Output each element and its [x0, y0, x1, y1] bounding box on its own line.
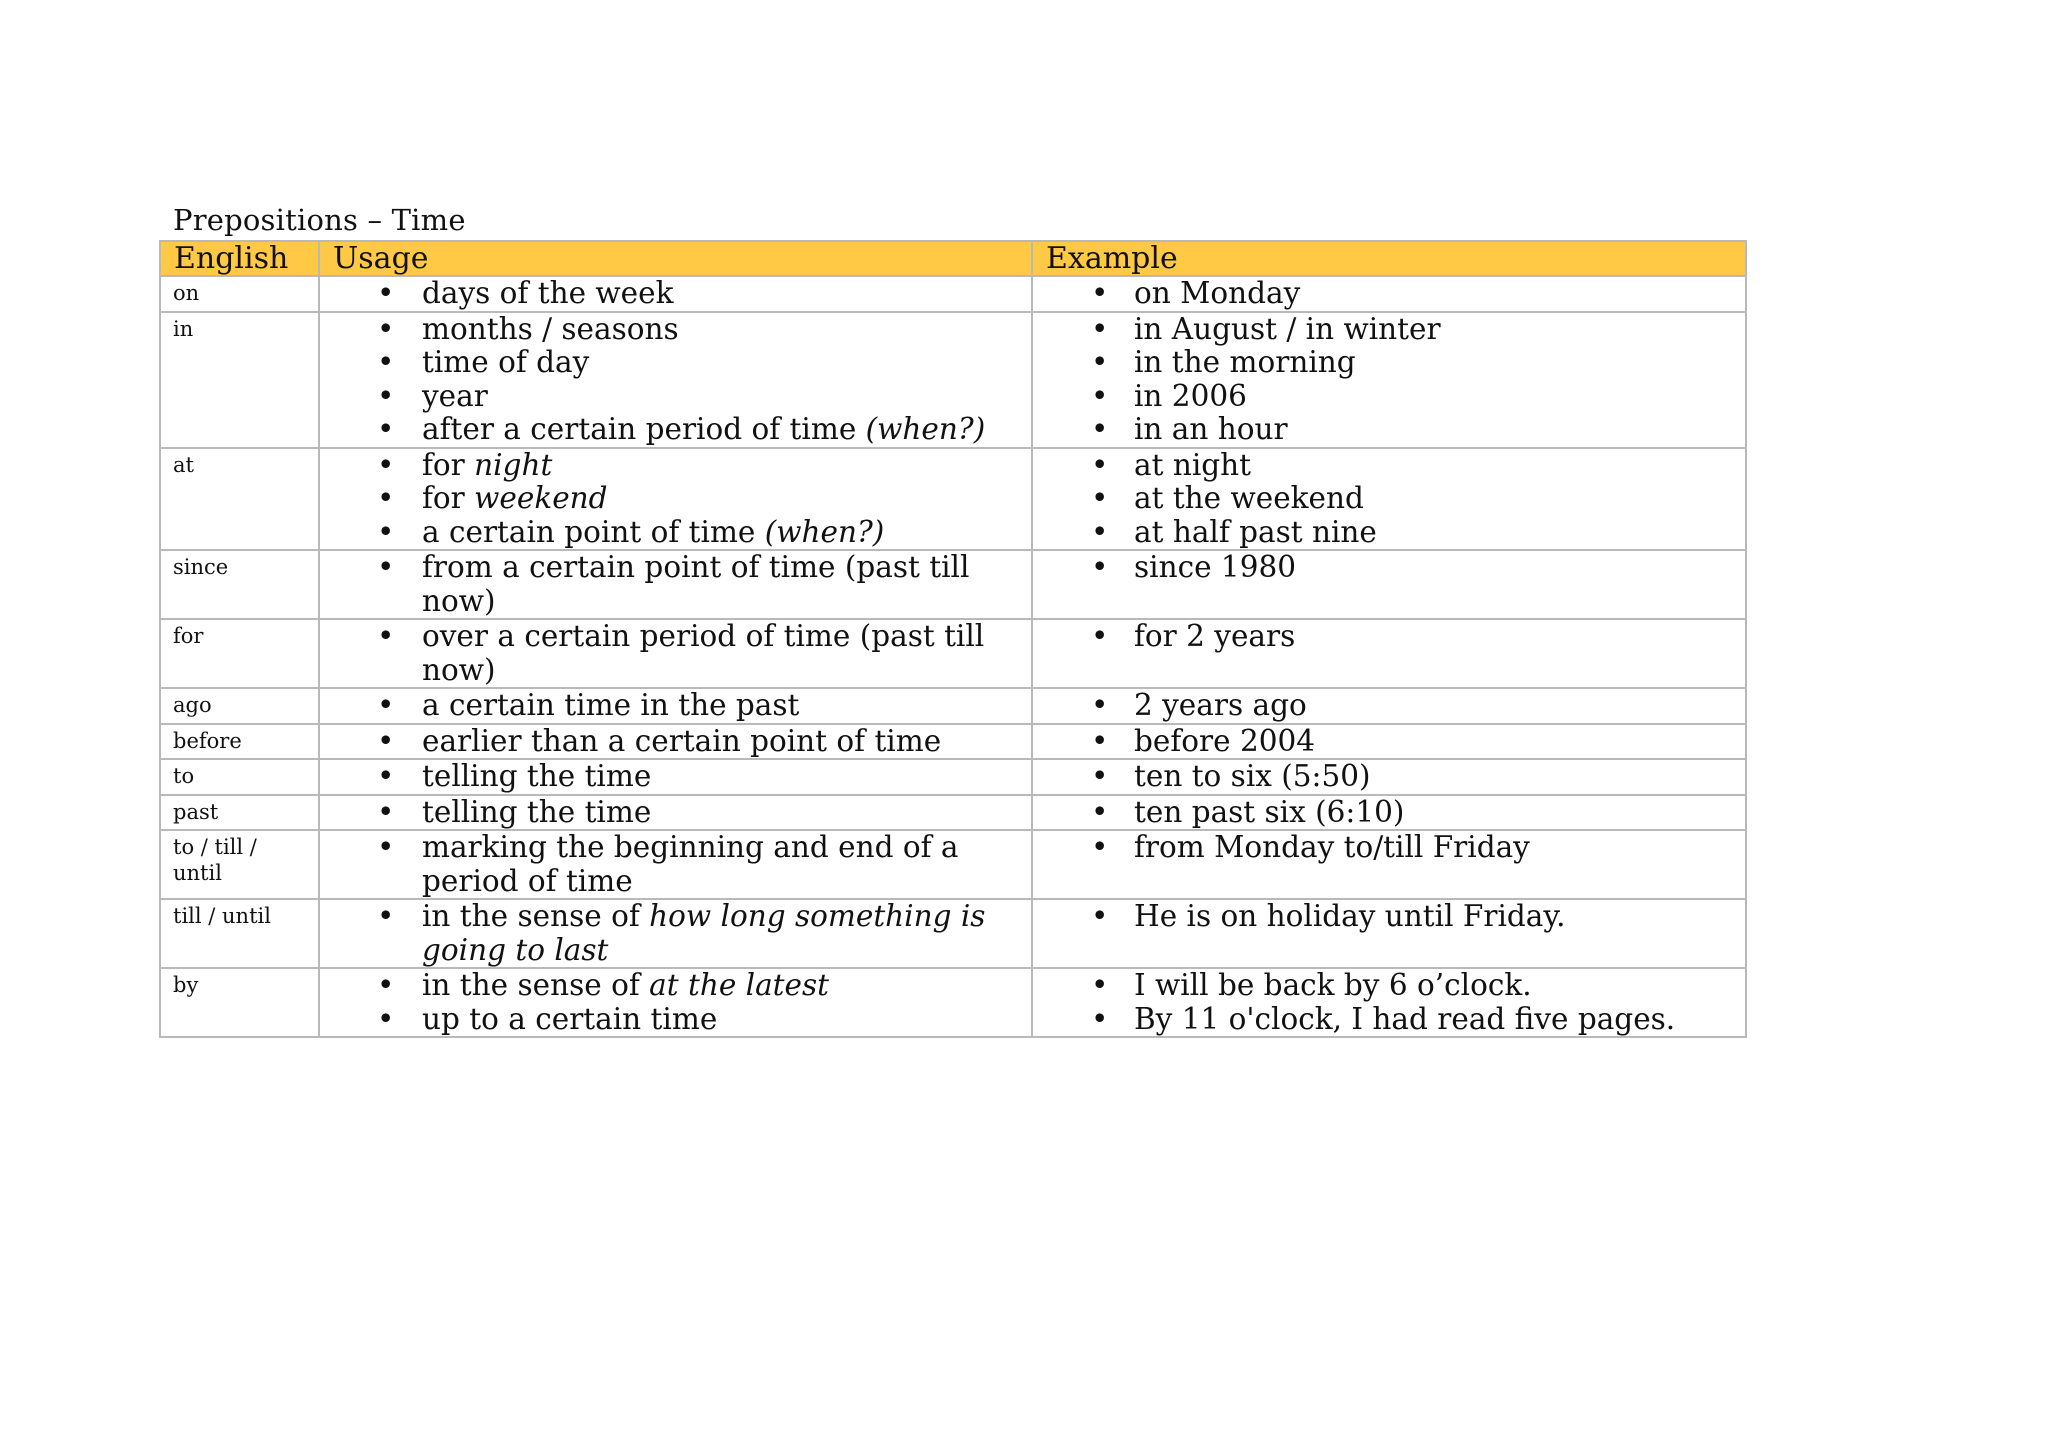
example-item: • at night [1134, 449, 1725, 483]
header-row [160, 241, 1746, 276]
table-body [160, 276, 1746, 1037]
example-item: • at the weekend [1134, 482, 1725, 516]
example-cell [1032, 759, 1746, 795]
example-cell [1032, 899, 1746, 968]
header-english: English [160, 241, 319, 276]
example-list [1033, 760, 1745, 794]
example-item: • on Monday [1134, 277, 1725, 311]
usage-item [422, 796, 1011, 830]
usage-list [320, 760, 1031, 794]
usage-cell [319, 276, 1032, 312]
example-item: • in 2006 [1134, 380, 1725, 414]
usage-list [320, 551, 1031, 618]
example-list [1033, 969, 1745, 1036]
preposition-cell: ago [160, 688, 319, 724]
usage-text: from a certain point of time (past till now) [422, 550, 970, 618]
example-cell [1032, 968, 1746, 1037]
usage-item [422, 313, 1011, 347]
usage-item [422, 413, 1011, 447]
usage-text: for [422, 447, 475, 482]
usage-item [422, 725, 1011, 759]
usage-emphasis: how long something is going to last [422, 899, 986, 967]
example-cell [1032, 312, 1746, 448]
example-list [1033, 796, 1745, 830]
table-row [160, 312, 1746, 448]
table-row [160, 899, 1746, 968]
example-list [1033, 900, 1745, 934]
usage-cell [319, 312, 1032, 448]
usage-text: up to a certain time [422, 1001, 718, 1036]
usage-item [422, 551, 1011, 618]
usage-item [422, 516, 1011, 550]
usage-item [422, 1003, 1011, 1037]
document-title: Prepositions – Time [173, 203, 466, 237]
usage-cell [319, 759, 1032, 795]
preposition-cell: since [160, 550, 319, 619]
example-cell [1032, 550, 1746, 619]
usage-item [422, 346, 1011, 380]
usage-text: in the sense of [422, 968, 650, 1002]
example-item: • before 2004 [1134, 725, 1725, 759]
usage-text: for [422, 481, 475, 515]
preposition-cell: till / until [160, 899, 319, 968]
example-list [1033, 689, 1745, 723]
usage-item [422, 620, 1011, 687]
usage-item [422, 969, 1011, 1003]
usage-item [422, 831, 1011, 898]
example-item: • in the morning [1134, 346, 1725, 380]
usage-text: in the sense of [422, 899, 650, 933]
usage-cell [319, 688, 1032, 724]
preposition-cell: to / till / until [160, 830, 319, 899]
preposition-cell: by [160, 968, 319, 1037]
example-cell [1032, 448, 1746, 551]
example-item: • in an hour [1134, 413, 1725, 447]
usage-text: earlier than a certain point of time [422, 723, 942, 758]
usage-emphasis: night [474, 447, 553, 482]
preposition-cell: to [160, 759, 319, 795]
example-item: • ten to six (5:50) [1134, 760, 1725, 794]
usage-cell [319, 899, 1032, 968]
usage-list [320, 313, 1031, 447]
preposition-cell: before [160, 724, 319, 760]
usage-list [320, 725, 1031, 759]
usage-item [422, 760, 1011, 794]
usage-item [422, 689, 1011, 723]
usage-list [320, 796, 1031, 830]
usage-list [320, 620, 1031, 687]
usage-text: marking the beginning and end of a period of time [422, 830, 959, 898]
example-list [1033, 313, 1745, 447]
usage-item [422, 277, 1011, 311]
usage-cell [319, 724, 1032, 760]
usage-emphasis: (when?) [865, 412, 986, 446]
usage-list [320, 900, 1031, 967]
example-list [1033, 620, 1745, 654]
usage-text: time of day [422, 345, 590, 379]
usage-list [320, 831, 1031, 898]
example-list [1033, 831, 1745, 865]
example-item: • from Monday to/till Friday [1134, 831, 1725, 865]
table-row [160, 619, 1746, 688]
usage-list [320, 969, 1031, 1036]
usage-emphasis: weekend [474, 481, 608, 515]
usage-cell [319, 550, 1032, 619]
preposition-cell: past [160, 795, 319, 831]
usage-cell [319, 968, 1032, 1037]
example-item: • in August / in winter [1134, 313, 1725, 347]
example-cell [1032, 795, 1746, 831]
usage-item [422, 380, 1011, 414]
usage-item [422, 449, 1011, 483]
usage-cell [319, 448, 1032, 551]
usage-emphasis: (when?) [764, 514, 885, 549]
table-row [160, 759, 1746, 795]
table-row [160, 688, 1746, 724]
table-row [160, 968, 1746, 1037]
usage-text: telling the time [422, 794, 652, 829]
example-item: • since 1980 [1134, 551, 1725, 585]
example-item: • ten past six (6:10) [1134, 796, 1725, 830]
example-cell [1032, 276, 1746, 312]
usage-text: months / seasons [422, 311, 679, 346]
example-list [1033, 551, 1745, 585]
usage-text: telling the time [422, 759, 652, 793]
usage-list [320, 277, 1031, 311]
usage-item [422, 900, 1011, 967]
usage-text: a certain time in the past [422, 688, 800, 722]
table-row [160, 724, 1746, 760]
example-item: • I will be back by 6 o’clock. [1134, 969, 1725, 1003]
header-example: Example [1032, 241, 1746, 276]
table-row [160, 276, 1746, 312]
example-list [1033, 725, 1745, 759]
usage-item [422, 482, 1011, 516]
preposition-cell: for [160, 619, 319, 688]
usage-text: after a certain period of time [422, 412, 866, 446]
usage-list [320, 689, 1031, 723]
example-cell [1032, 830, 1746, 899]
usage-emphasis: at the latest [649, 968, 829, 1002]
usage-text: year [422, 378, 488, 413]
example-item: • He is on holiday until Friday. [1134, 900, 1725, 934]
preposition-cell: in [160, 312, 319, 448]
preposition-cell: on [160, 276, 319, 312]
header-usage: Usage [319, 241, 1032, 276]
usage-text: days of the week [422, 276, 674, 310]
usage-text: a certain point of time [422, 514, 765, 549]
prepositions-table [159, 240, 1747, 1038]
document-page [159, 200, 1745, 1038]
example-cell [1032, 688, 1746, 724]
usage-list [320, 449, 1031, 550]
example-list [1033, 449, 1745, 550]
example-item: • at half past nine [1134, 516, 1725, 550]
table-row [160, 448, 1746, 551]
preposition-cell: at [160, 448, 319, 551]
usage-cell [319, 795, 1032, 831]
example-cell [1032, 724, 1746, 760]
example-item: • 2 years ago [1134, 689, 1725, 723]
usage-cell [319, 619, 1032, 688]
example-item: • for 2 years [1134, 620, 1725, 654]
usage-text: over a certain period of time (past till now) [422, 619, 985, 687]
example-item: • By 11 o'clock, I had read five pages. [1134, 1003, 1725, 1037]
table-row [160, 795, 1746, 831]
example-cell [1032, 619, 1746, 688]
table-row [160, 550, 1746, 619]
example-list [1033, 277, 1745, 311]
usage-cell [319, 830, 1032, 899]
table-row [160, 830, 1746, 899]
